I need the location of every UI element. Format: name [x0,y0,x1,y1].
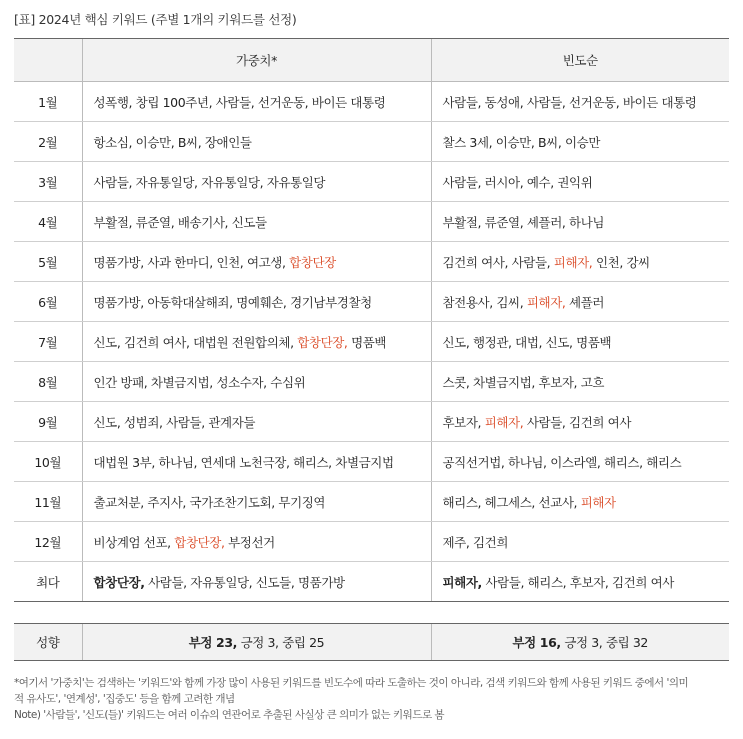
month-cell: 5월 [14,242,82,282]
keyword-text: 사람들, 해리스, 후보자, 김건희 여사 [481,574,674,590]
header-frequency: 빈도순 [431,39,729,82]
highlighted-keyword: 합창단장 [289,254,336,270]
keyword-text: 사람들, 러시아, 예수, 권익위 [442,174,593,190]
frequency-keywords-cell [431,282,729,322]
table-header-row [14,39,729,82]
weighted-keywords-cell [82,122,431,162]
highlighted-keyword: 피해자, [553,254,593,270]
footnote-line: Note) '사람들', '신도(들)' 키워드는 여러 이슈의 연관어로 추출된 사실상 큰 의미가 없는 키워드로 봄 [14,709,445,721]
frequency-keywords-cell [431,162,729,202]
keyword-text: 출교처분, 주지사, 국가조찬기도회, 무기징역 [93,494,326,510]
table-row [14,202,729,242]
frequency-keywords-cell [431,482,729,522]
month-cell: 1월 [14,82,82,122]
keyword-text: 부정선거 [224,534,275,550]
keyword-text: 부정 16, [512,635,561,650]
weighted-keywords-cell [82,162,431,202]
highlighted-keyword: 합창단장, [174,534,225,550]
frequency-keywords-cell [431,402,729,442]
keyword-text: 인간 방패, 차별금지법, 성소수자, 수심위 [93,374,306,390]
keyword-text: 피해자, [442,574,482,590]
sentiment-label: 성향 [14,624,82,661]
keyword-text: 부정 23, [188,635,237,650]
keyword-text: 사람들, 자유통일당, 자유통일당, 자유통일당 [93,174,326,190]
keyword-text: 대법원 3부, 하나님, 연세대 노천극장, 해리스, 차별금지법 [93,454,394,470]
weighted-keywords-cell [82,402,431,442]
frequency-keywords-cell [431,202,729,242]
keyword-text: 참전용사, 김씨, [442,294,527,310]
table-row [14,282,729,322]
footnote-line: *여기서 '가중치'는 검색하는 '키워드'와 함께 가장 많이 사용된 키워드를 빈도수에 따라 도출하는 것이 아니라, 검색 키워드와 함께 사용된 키워드 중에서 '의미 [14,677,689,689]
header-month [14,39,82,82]
keyword-text: 인천, 강씨 [592,254,650,270]
month-cell: 9월 [14,402,82,442]
weighted-keywords-cell [82,82,431,122]
keyword-table [14,38,729,602]
sentiment-row [14,624,729,661]
frequency-keywords-cell [431,122,729,162]
keyword-text: 신도, 행정관, 대법, 신도, 명품백 [442,334,612,350]
keyword-text: 긍정 3, 중립 32 [560,635,648,650]
keyword-text: 명품백 [347,334,387,350]
table-row [14,322,729,362]
table-row [14,362,729,402]
table-title: [표] 2024년 핵심 키워드 (주별 1개의 키워드를 선정) [14,12,297,27]
table-row [14,82,729,122]
keyword-text: 김건희 여사, 사람들, [442,254,554,270]
frequency-keywords-cell [431,82,729,122]
month-cell: 최다 [14,562,82,602]
highlighted-keyword: 피해자, [484,414,524,430]
keyword-text: 명품가방, 아동학대살해죄, 명예훼손, 경기남부경찰청 [93,294,372,310]
table-row [14,402,729,442]
weighted-keywords-cell [82,322,431,362]
frequency-keywords-cell [431,362,729,402]
sentiment-frequency [431,624,729,661]
month-cell: 6월 [14,282,82,322]
keyword-text: 신도, 성범죄, 사람들, 관계자들 [93,414,256,430]
keyword-text: 항소심, 이승만, B씨, 장애인들 [93,134,252,150]
footnote-line: 적 유사도', '연계성', '집중도' 등을 함께 고려한 개념 [14,693,235,705]
weighted-keywords-cell [82,562,431,602]
keyword-text: 제주, 김건희 [442,534,509,550]
table-row [14,482,729,522]
weighted-keywords-cell [82,282,431,322]
keyword-text: 사람들, 동성애, 사람들, 선거운동, 바이든 대통령 [442,94,697,110]
table-row [14,122,729,162]
keyword-text: 긍정 3, 중립 25 [237,635,325,650]
weighted-keywords-cell [82,202,431,242]
keyword-text: 성폭행, 창립 100주년, 사람들, 선거운동, 바이든 대통령 [93,94,386,110]
highlighted-keyword: 합창단장, [297,334,348,350]
table-row [14,162,729,202]
keyword-text: 공직선거법, 하나님, 이스라엘, 해리스, 해리스 [442,454,682,470]
footnotes [14,675,729,723]
table-row [14,522,729,562]
month-cell: 11월 [14,482,82,522]
frequency-keywords-cell [431,242,729,282]
weighted-keywords-cell [82,522,431,562]
weighted-keywords-cell [82,362,431,402]
month-cell: 3월 [14,162,82,202]
month-cell: 12월 [14,522,82,562]
frequency-keywords-cell [431,522,729,562]
sentiment-weighted [82,624,431,661]
weighted-keywords-cell [82,442,431,482]
month-cell: 4월 [14,202,82,242]
month-cell: 8월 [14,362,82,402]
sentiment-table [14,623,729,661]
frequency-keywords-cell [431,442,729,482]
header-weighted: 가중치* [82,39,431,82]
month-cell: 2월 [14,122,82,162]
keyword-text: 비상계엄 선포, [93,534,175,550]
keyword-text: 부활절, 류준열, 배송기사, 신도들 [93,214,267,230]
keyword-text: 명품가방, 사과 한마디, 인천, 여고생, [93,254,290,270]
table-row [14,442,729,482]
keyword-text: 부활절, 류준열, 셰플러, 하나님 [442,214,605,230]
keyword-text: 신도, 김건희 여사, 대법원 전원합의체, [93,334,298,350]
keyword-text: 셰플러 [565,294,605,310]
keyword-text: 해리스, 헤그세스, 선교사, [442,494,581,510]
keyword-text: 후보자, [442,414,485,430]
frequency-keywords-cell [431,562,729,602]
frequency-keywords-cell [431,322,729,362]
weighted-keywords-cell [82,482,431,522]
keyword-text: 찰스 3세, 이승만, B씨, 이승만 [442,134,600,150]
month-cell: 10월 [14,442,82,482]
weighted-keywords-cell [82,242,431,282]
highlighted-keyword: 피해자, [526,294,566,310]
keyword-text: 사람들, 자유통일당, 신도들, 명품가방 [144,574,345,590]
month-cell: 7월 [14,322,82,362]
keyword-text: 합창단장, [93,574,145,590]
table-row [14,242,729,282]
highlighted-keyword: 피해자 [580,494,616,510]
table-row [14,562,729,602]
keyword-text: 스콧, 차별금지법, 후보자, 고흐 [442,374,605,390]
keyword-text: 사람들, 김건희 여사 [523,414,631,430]
